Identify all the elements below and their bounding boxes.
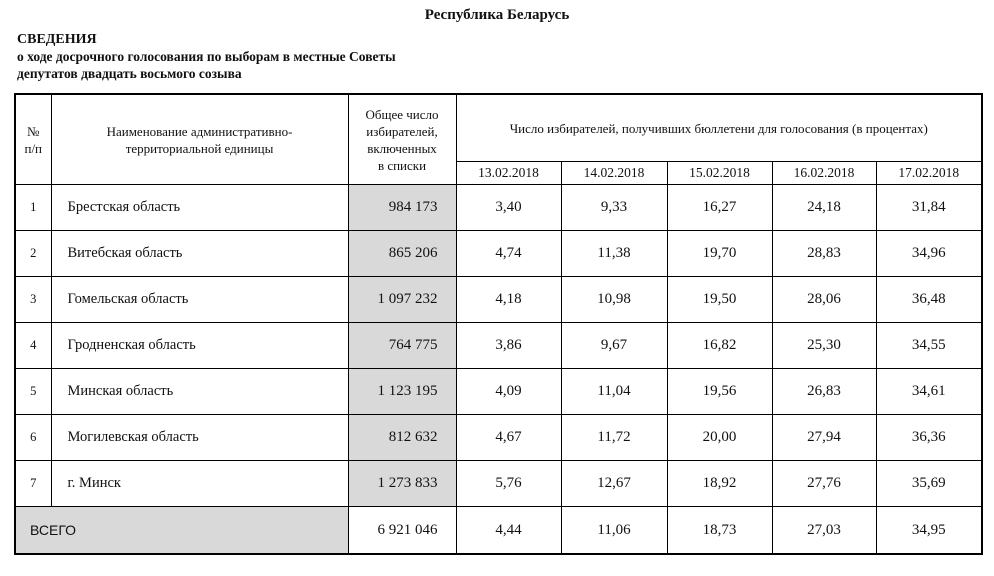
region-pct: 10,98 <box>561 277 667 323</box>
document-subtitle-line-2: депутатов двадцать восьмого созыва <box>17 66 242 81</box>
region-voters: 865 206 <box>348 231 456 277</box>
total-pct: 11,06 <box>561 507 667 555</box>
region-pct: 16,27 <box>667 185 772 231</box>
row-number: 1 <box>15 185 51 231</box>
document-subtitle-line-1: о ходе досрочного голосования по выборам в местные Советы <box>17 49 396 64</box>
region-pct: 20,00 <box>667 415 772 461</box>
region-pct: 27,76 <box>772 461 876 507</box>
header-date: 13.02.2018 <box>456 162 561 185</box>
total-pct: 34,95 <box>876 507 982 555</box>
header-date: 16.02.2018 <box>772 162 876 185</box>
header-date: 15.02.2018 <box>667 162 772 185</box>
table-row <box>15 461 982 507</box>
header-name: Наименование административно- территориальной единицы <box>51 94 348 185</box>
voting-table <box>14 93 983 555</box>
region-pct: 5,76 <box>456 461 561 507</box>
region-voters: 764 775 <box>348 323 456 369</box>
region-pct: 24,18 <box>772 185 876 231</box>
region-pct: 16,82 <box>667 323 772 369</box>
table-row <box>15 231 982 277</box>
region-voters: 1 123 195 <box>348 369 456 415</box>
region-pct: 4,67 <box>456 415 561 461</box>
region-pct: 4,09 <box>456 369 561 415</box>
region-pct: 11,04 <box>561 369 667 415</box>
region-name: Гомельская область <box>51 277 348 323</box>
region-pct: 36,48 <box>876 277 982 323</box>
header-voters: Общее число избирателей, включенных в списки <box>348 94 456 185</box>
row-number: 7 <box>15 461 51 507</box>
region-name: Витебская область <box>51 231 348 277</box>
region-pct: 19,56 <box>667 369 772 415</box>
region-pct: 4,18 <box>456 277 561 323</box>
region-pct: 19,50 <box>667 277 772 323</box>
total-pct: 4,44 <box>456 507 561 555</box>
document-title: СВЕДЕНИЯ <box>17 32 97 47</box>
region-pct: 11,38 <box>561 231 667 277</box>
header-pct-group: Число избирателей, получивших бюллетени для голосования (в процентах) <box>456 94 982 162</box>
region-pct: 28,06 <box>772 277 876 323</box>
region-pct: 9,67 <box>561 323 667 369</box>
region-pct: 3,40 <box>456 185 561 231</box>
row-number: 4 <box>15 323 51 369</box>
table-row <box>15 323 982 369</box>
region-pct: 36,36 <box>876 415 982 461</box>
document-heading <box>17 31 396 82</box>
header-date: 17.02.2018 <box>876 162 982 185</box>
region-pct: 9,33 <box>561 185 667 231</box>
region-pct: 18,92 <box>667 461 772 507</box>
region-voters: 812 632 <box>348 415 456 461</box>
region-pct: 25,30 <box>772 323 876 369</box>
region-name: Минская область <box>51 369 348 415</box>
region-voters: 984 173 <box>348 185 456 231</box>
total-pct: 27,03 <box>772 507 876 555</box>
region-pct: 27,94 <box>772 415 876 461</box>
region-pct: 35,69 <box>876 461 982 507</box>
region-pct: 28,83 <box>772 231 876 277</box>
row-number: 5 <box>15 369 51 415</box>
region-pct: 26,83 <box>772 369 876 415</box>
total-row <box>15 507 982 555</box>
region-name: Могилевская область <box>51 415 348 461</box>
region-pct: 19,70 <box>667 231 772 277</box>
region-name: г. Минск <box>51 461 348 507</box>
region-pct: 3,86 <box>456 323 561 369</box>
region-pct: 34,55 <box>876 323 982 369</box>
row-number: 2 <box>15 231 51 277</box>
region-pct: 11,72 <box>561 415 667 461</box>
table-row <box>15 415 982 461</box>
region-name: Гродненская область <box>51 323 348 369</box>
region-pct: 4,74 <box>456 231 561 277</box>
row-number: 6 <box>15 415 51 461</box>
region-voters: 1 273 833 <box>348 461 456 507</box>
header-num: № п/п <box>15 94 51 185</box>
region-name: Брестская область <box>51 185 348 231</box>
region-pct: 31,84 <box>876 185 982 231</box>
total-pct: 18,73 <box>667 507 772 555</box>
header-date: 14.02.2018 <box>561 162 667 185</box>
table-row <box>15 277 982 323</box>
region-pct: 12,67 <box>561 461 667 507</box>
row-number: 3 <box>15 277 51 323</box>
country-heading: Республика Беларусь <box>424 7 570 23</box>
total-voters: 6 921 046 <box>348 507 456 555</box>
region-pct: 34,61 <box>876 369 982 415</box>
table-row <box>15 185 982 231</box>
region-voters: 1 097 232 <box>348 277 456 323</box>
total-label: ВСЕГО <box>15 507 348 555</box>
region-pct: 34,96 <box>876 231 982 277</box>
table-row <box>15 369 982 415</box>
